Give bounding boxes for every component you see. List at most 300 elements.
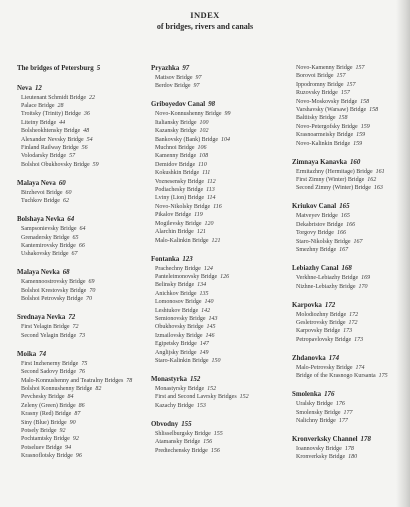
bridge-entry: [151, 127, 279, 135]
bridge-entry: [151, 82, 279, 90]
bridge-entry: [17, 94, 135, 102]
page-number: 66: [78, 243, 85, 250]
bridge-name: Malo-Konnushenny and Teatralny Bridges: [21, 377, 124, 384]
bridge-entry: [17, 278, 135, 286]
page-number: 76: [79, 369, 85, 376]
bridge-entry: [292, 221, 400, 229]
bridge-name: Smolensky Bridge: [296, 409, 341, 416]
page-number: 112: [207, 178, 216, 185]
bridge-entry: [292, 212, 400, 220]
bridge-name: Dekabristov Bridge: [296, 221, 344, 228]
page-number: 150: [211, 357, 221, 364]
bridge-name: Verkhne-Lebiazhy Bridge: [296, 275, 359, 282]
page-number: 158: [338, 115, 348, 122]
bridge-entry: [151, 315, 279, 323]
page-number: 172: [349, 311, 359, 318]
bridge-entry: [151, 220, 279, 228]
bridge-name: Lieutenant Schmidt Bridge: [21, 94, 86, 101]
index-section: [292, 390, 400, 425]
bridge-entry: [151, 340, 279, 348]
bridge-entry: [292, 319, 400, 327]
bridge-name: First Yelagin Bridge: [21, 324, 70, 331]
page-number: 178: [344, 445, 354, 452]
bridge-name: Mogilevsky Bridge: [155, 220, 202, 227]
bridge-name: Pikalov Bridge: [155, 212, 192, 219]
page-number: 134: [197, 282, 207, 289]
bridge-name: Lviny (Lion) Bridge: [155, 195, 204, 202]
bridge-entry: [292, 238, 400, 246]
section-heading: [17, 64, 135, 74]
section-heading: [17, 268, 135, 278]
page-number: 157: [346, 81, 356, 88]
page-number: 48: [83, 128, 90, 135]
page-number: 106: [197, 145, 207, 152]
page-number: 166: [346, 221, 356, 228]
index-section: [151, 100, 279, 245]
bridge-entry: [151, 298, 279, 306]
bridge-name: Monastyrsky Bridge: [155, 385, 205, 392]
bridge-name: Second Sadovy Bridge: [21, 369, 76, 376]
section-heading: [292, 202, 400, 212]
bridge-name: Kazachy Bridge: [155, 402, 194, 409]
index-section: [292, 64, 400, 148]
section-heading: [292, 435, 400, 445]
page-number: 159: [356, 132, 366, 139]
bridge-name: Atamansky Bridge: [155, 439, 201, 446]
bridge-name: Panteleimonovsky Bridge: [155, 273, 218, 280]
bridge-entry: [151, 169, 279, 177]
page-number: 92: [59, 427, 66, 434]
section-heading: [17, 350, 135, 360]
index-section: [17, 215, 135, 259]
bridge-name: Gesletrovsky Bridge: [296, 319, 346, 326]
waterway-name: Lebiazhy Canal: [292, 265, 339, 273]
bridge-name: Palace Bridge: [21, 103, 55, 109]
page-number: 57: [69, 153, 76, 160]
page-number: 178: [360, 435, 371, 443]
bridge-entry: [151, 290, 279, 298]
bridge-entry: [151, 357, 279, 365]
bridge-entry: [292, 311, 400, 319]
bridge-entry: [17, 127, 135, 135]
page-number: 69: [88, 279, 95, 286]
bridge-name: Baltiisky Bridge: [296, 115, 336, 122]
bridge-name: Staro-Kalinkin Bridge: [155, 357, 209, 364]
bridge-name: Troitsky (Trinity) Bridge: [21, 111, 81, 118]
bridge-name: Kokushkin Bridge: [155, 170, 200, 177]
bridge-name: Anichkov Bridge: [155, 290, 197, 297]
page-number: 114: [207, 195, 216, 202]
page-number: 98: [208, 101, 216, 109]
bridge-name: Second Yelagin Bridge: [21, 332, 77, 339]
page-number: 170: [358, 283, 368, 290]
bridge-entry: [151, 178, 279, 186]
bridge-entry: [151, 385, 279, 393]
page-number: 99: [224, 111, 231, 118]
bridge-name: Varshavsky (Warsaw) Bridge: [296, 107, 367, 114]
bridge-entry: [292, 283, 400, 291]
page-number: 70: [89, 287, 96, 294]
bridge-entry: [17, 102, 135, 110]
bridge-name: Karpovsky Bridge: [296, 328, 341, 335]
page-number: 145: [206, 324, 216, 331]
bridge-entry: [151, 203, 279, 211]
bridge-name: Lomonosov Bridge: [155, 299, 202, 306]
bridge-entry: [292, 64, 400, 72]
bridge-name: Muchnoi Bridge: [155, 145, 195, 152]
bridge-entry: [292, 140, 400, 148]
bridge-name: Prachechny Bridge: [155, 265, 201, 272]
bridge-name: Zeleny (Green) Bridge: [21, 402, 76, 409]
page-number: 78: [126, 377, 133, 384]
index-column-2: [151, 64, 279, 465]
bridge-entry: [292, 131, 400, 139]
section-heading: [17, 215, 135, 225]
waterway-name: Zimnaya Kanavka: [292, 158, 347, 166]
bridge-name: Second Zimny (Winter) Bridge: [296, 185, 371, 192]
index-section: [17, 64, 135, 74]
bridge-entry: [17, 144, 135, 152]
index-header: [0, 10, 410, 32]
bridge-entry: [17, 287, 135, 295]
page-number: 121: [211, 237, 221, 244]
page-number: 174: [355, 364, 365, 371]
bridge-name: Novo-Kamenny Bridge: [296, 65, 353, 71]
bridge-name: Bolsheokhtensky Bridge: [21, 128, 81, 135]
bridge-name: Potsely Bridge: [21, 427, 57, 434]
bridge-name: Demidov Bridge: [155, 161, 196, 168]
page-number: 176: [324, 391, 335, 399]
bridge-entry: [17, 295, 135, 303]
waterway-name: Srednaya Nevka: [17, 314, 66, 322]
page-number: 152: [189, 375, 201, 383]
page-number: 65: [72, 234, 79, 241]
page-number: 156: [203, 439, 213, 446]
bridge-name: Krasnoflotsky Bridge: [21, 453, 73, 460]
bridge-name: Bolshoi Krestovsky Bridge: [21, 287, 87, 294]
page-number: 172: [324, 301, 336, 309]
section-heading: [151, 255, 279, 265]
bridge-name: Krasnoarmeisky Bridge: [296, 132, 354, 139]
bridge-name: Predtechensky Bridge: [155, 447, 208, 454]
bridge-entry: [292, 246, 400, 254]
bridge-name: Egipetsky Bridge: [155, 341, 197, 348]
index-section: [17, 84, 135, 170]
bridge-name: Anglijsky Bridge: [155, 349, 197, 356]
page-number: 54: [86, 136, 93, 143]
index-section: [292, 158, 400, 193]
bridge-entry: [292, 274, 400, 282]
page-number: 169: [361, 275, 371, 282]
bridge-entry: [292, 184, 400, 192]
bridge-entry: [17, 360, 135, 368]
bridge-name: Leshtukov Bridge: [155, 307, 199, 314]
bridge-entry: [17, 444, 135, 452]
bridge-name: Bankovsky (Bank) Bridge: [155, 136, 218, 143]
page-number: 152: [207, 385, 217, 392]
bridge-name: First Zimny (Winter) Bridge: [296, 177, 365, 184]
page-number: 123: [182, 255, 193, 263]
page-number: 68: [62, 269, 70, 277]
bridge-entry: [17, 435, 135, 443]
bridge-name: Belinsky Bridge: [155, 282, 195, 289]
bridge-name: Ermitazhny (Hermitage) Bridge: [296, 168, 373, 175]
bridge-entry: [151, 228, 279, 236]
page-number: 172: [348, 319, 358, 326]
bridge-name: Berdov Bridge: [155, 83, 191, 90]
page-number: 158: [360, 98, 370, 105]
page-number: 152: [239, 394, 249, 401]
bridge-entry: [151, 211, 279, 219]
page-number: 146: [205, 332, 215, 339]
page-number: 166: [336, 230, 346, 237]
index-section: [292, 435, 400, 462]
bridge-name: Staro-Nikolsky Bridge: [296, 238, 351, 245]
bridge-entry: [292, 327, 400, 335]
waterway-name: Malaya Nevka: [17, 269, 60, 277]
section-heading: [151, 420, 279, 430]
page-number: 140: [204, 299, 214, 306]
bridge-entry: [292, 453, 400, 461]
bridge-name: Nizhne-Lebiazhy Bridge: [296, 283, 356, 290]
bridge-entry: [151, 110, 279, 118]
bridge-entry: [17, 242, 135, 250]
page-number: 84: [67, 394, 74, 401]
bridge-name: First Inzhenerny Bridge: [21, 360, 79, 367]
bridge-name: Pevchesky Bridge: [21, 394, 65, 401]
bridge-entry: [17, 393, 135, 401]
bridge-entry: [151, 74, 279, 82]
page-number: 165: [340, 213, 350, 220]
index-section: [292, 354, 400, 381]
bridge-entry: [151, 438, 279, 446]
page-number: 64: [67, 216, 75, 224]
page-number: 28: [57, 103, 64, 109]
bridge-entry: [17, 402, 135, 410]
page-number: 119: [194, 212, 203, 219]
bridge-name: Kamenny Bridge: [155, 153, 197, 160]
bridge-entry: [151, 447, 279, 455]
bridge-entry: [292, 81, 400, 89]
page-number: 82: [95, 385, 102, 392]
page-number: 121: [196, 229, 206, 236]
bridge-name: Novo-Moskovsky Bridge: [296, 98, 358, 105]
bridge-entry: [17, 161, 135, 169]
page-number: 62: [62, 198, 69, 205]
waterway-name: Kronverksky Channel: [292, 435, 358, 443]
page-number: 102: [199, 128, 209, 135]
bridge-name: Shlisselburgsky Bridge: [155, 430, 211, 437]
page-number: 92: [72, 436, 79, 443]
bridge-entry: [17, 323, 135, 331]
index-section: [151, 255, 279, 366]
bridge-name: Kamennoostrovsky Bridge: [21, 279, 86, 286]
bridge-name: First and Second Lavrsky Bridges: [155, 394, 237, 401]
bridge-name: Smezhny Bridge: [296, 247, 337, 254]
page-number: 87: [74, 411, 81, 418]
page-number: 153: [196, 402, 206, 409]
bridge-entry: [17, 452, 135, 460]
bridge-name: Nalichny Bridge: [296, 417, 336, 424]
bridge-name: Tuchkov Bridge: [21, 198, 60, 205]
bridge-entry: [151, 323, 279, 331]
bridge-entry: [151, 136, 279, 144]
page-number: 113: [206, 187, 215, 194]
page-number: 165: [339, 203, 350, 211]
page-number: 72: [72, 324, 79, 331]
bridge-entry: [292, 372, 400, 380]
bridge-entry: [17, 250, 135, 258]
bridge-entry: [17, 410, 135, 418]
page-number: 175: [378, 373, 388, 380]
bridge-entry: [292, 123, 400, 131]
bridge-name: Bolshoi Konnushenny Bridge: [21, 385, 93, 392]
bridge-name: Podiachesky Bridge: [155, 187, 204, 194]
page-number: 162: [367, 177, 377, 184]
page-number: 124: [203, 265, 213, 272]
page-number: 160: [349, 158, 361, 166]
bridge-entry: [17, 136, 135, 144]
bridge-name: Birzhevoi Bridge: [21, 189, 63, 196]
waterway-name: Zhdanovka: [292, 354, 326, 362]
page-number: 100: [199, 119, 209, 126]
page-number: 159: [360, 123, 370, 130]
section-heading: [151, 64, 279, 74]
page-number: 97: [193, 83, 200, 90]
bridge-entry: [292, 229, 400, 237]
bridge-name: Alexander Nevsky Bridge: [21, 136, 84, 143]
bridge-entry: [151, 119, 279, 127]
waterway-name: Moika: [17, 350, 37, 358]
bridge-name: Uralsky Bridge: [296, 401, 333, 408]
waterway-name: Pryazhka: [151, 65, 180, 72]
bridge-name: Ioannovsky Bridge: [296, 445, 342, 452]
index-section: [17, 350, 135, 461]
waterway-name: Griboyedov Canal: [151, 101, 206, 109]
waterway-name: Karpovka: [292, 301, 322, 309]
bridge-name: Novo-Kalinkin Bridge: [296, 140, 351, 147]
bridge-name: Grenaderskу Bridge: [21, 234, 70, 241]
section-heading: [292, 301, 400, 311]
waterway-name: Fontanka: [151, 255, 180, 263]
page-number: 108: [199, 153, 209, 160]
page-number: 90: [69, 419, 76, 426]
index-section: [151, 420, 279, 455]
waterway-name: Neva: [17, 84, 32, 92]
page-number: 147: [199, 341, 209, 348]
page-number: 111: [202, 170, 211, 177]
bridge-entry: [17, 110, 135, 118]
index-section: [151, 375, 279, 410]
bridge-entry: [292, 445, 400, 453]
bridge-entry: [151, 349, 279, 357]
bridge-entry: [292, 72, 400, 80]
index-section: [292, 301, 400, 345]
page-number: 159: [353, 140, 363, 147]
bridge-name: Bolshoi Obukhovsky Bridge: [21, 161, 90, 168]
page-number: 12: [34, 84, 42, 92]
index-section: [151, 64, 279, 91]
page-number: 142: [201, 307, 211, 314]
bridge-name: Borovoi Bridge: [296, 73, 334, 80]
bridge-entry: [151, 281, 279, 289]
bridge-name: Liteiny Bridge: [21, 119, 57, 126]
page-number: 158: [369, 107, 379, 114]
page-number: 44: [59, 119, 66, 126]
bridge-name: Krasny (Red) Bridge: [21, 411, 72, 418]
bridge-entry: [17, 119, 135, 127]
page-number: 116: [213, 203, 222, 210]
page-number: 177: [343, 409, 353, 416]
bridge-name: Pochtamtsky Bridge: [21, 436, 70, 443]
bridge-entry: [17, 368, 135, 376]
bridge-entry: [151, 144, 279, 152]
bridge-name: Bolshoi Petrovsky Bridge: [21, 296, 84, 303]
page-number: 86: [78, 402, 85, 409]
section-heading: [151, 375, 279, 385]
bridge-entry: [17, 152, 135, 160]
bridge-entry: [151, 161, 279, 169]
bridge-name: Novo-Petergofsky Bridge: [296, 123, 358, 130]
page-number: 163: [373, 185, 383, 192]
bridge-entry: [151, 393, 279, 401]
bridge-entry: [292, 336, 400, 344]
bridge-name: Malo-Petrovsky Bridge: [296, 364, 353, 371]
bridge-entry: [17, 419, 135, 427]
page-number: 36: [83, 111, 90, 118]
bridge-entry: [292, 114, 400, 122]
bridge-entry: [17, 427, 135, 435]
section-heading: [292, 264, 400, 274]
bridge-entry: [151, 307, 279, 315]
bridge-name: Matisov Bridge: [155, 75, 193, 81]
bridge-name: Obukhovsky Bridge: [155, 324, 204, 331]
page-number: 120: [204, 220, 214, 227]
bridge-name: Molodiozhny Bridge: [296, 311, 347, 318]
bridge-name: Kazansky Bridge: [155, 128, 197, 135]
bridge-name: Ruzovsky Bridge: [296, 90, 338, 97]
bridge-name: Matveyev Bridge: [296, 213, 338, 220]
bridge-name: Malo-Kalinkin Bridge: [155, 237, 209, 244]
bridge-name: Izmailovsky Bridge: [155, 332, 203, 339]
bridge-entry: [17, 225, 135, 233]
section-heading: [151, 100, 279, 110]
bridge-entry: [17, 377, 135, 385]
page-number: 59: [92, 161, 99, 168]
bridge-entry: [151, 265, 279, 273]
bridge-entry: [17, 332, 135, 340]
index-section: [292, 264, 400, 291]
bridge-name: Italiansky Bridge: [155, 119, 197, 126]
page-number: 72: [68, 314, 76, 322]
bridge-entry: [151, 194, 279, 202]
page-number: 157: [340, 90, 350, 97]
index-column-1: [17, 64, 135, 470]
bridge-name: Volodarsky Bridge: [21, 153, 67, 160]
waterway-name: Smolenka: [292, 391, 322, 399]
waterway-name: Bolshaya Nevka: [17, 216, 65, 224]
index-section: [17, 313, 135, 340]
section-heading: [17, 84, 135, 94]
bridge-entry: [151, 186, 279, 194]
bridge-name: Torgovy Bridge: [296, 230, 334, 237]
bridge-name: Finland Railway Bridge: [21, 145, 79, 152]
section-heading: [17, 179, 135, 189]
index-column-3: [292, 64, 400, 471]
bridge-name: Sampsonievsky Bridge: [21, 226, 77, 233]
bridge-entry: [17, 189, 135, 197]
page-number: 22: [89, 94, 95, 101]
